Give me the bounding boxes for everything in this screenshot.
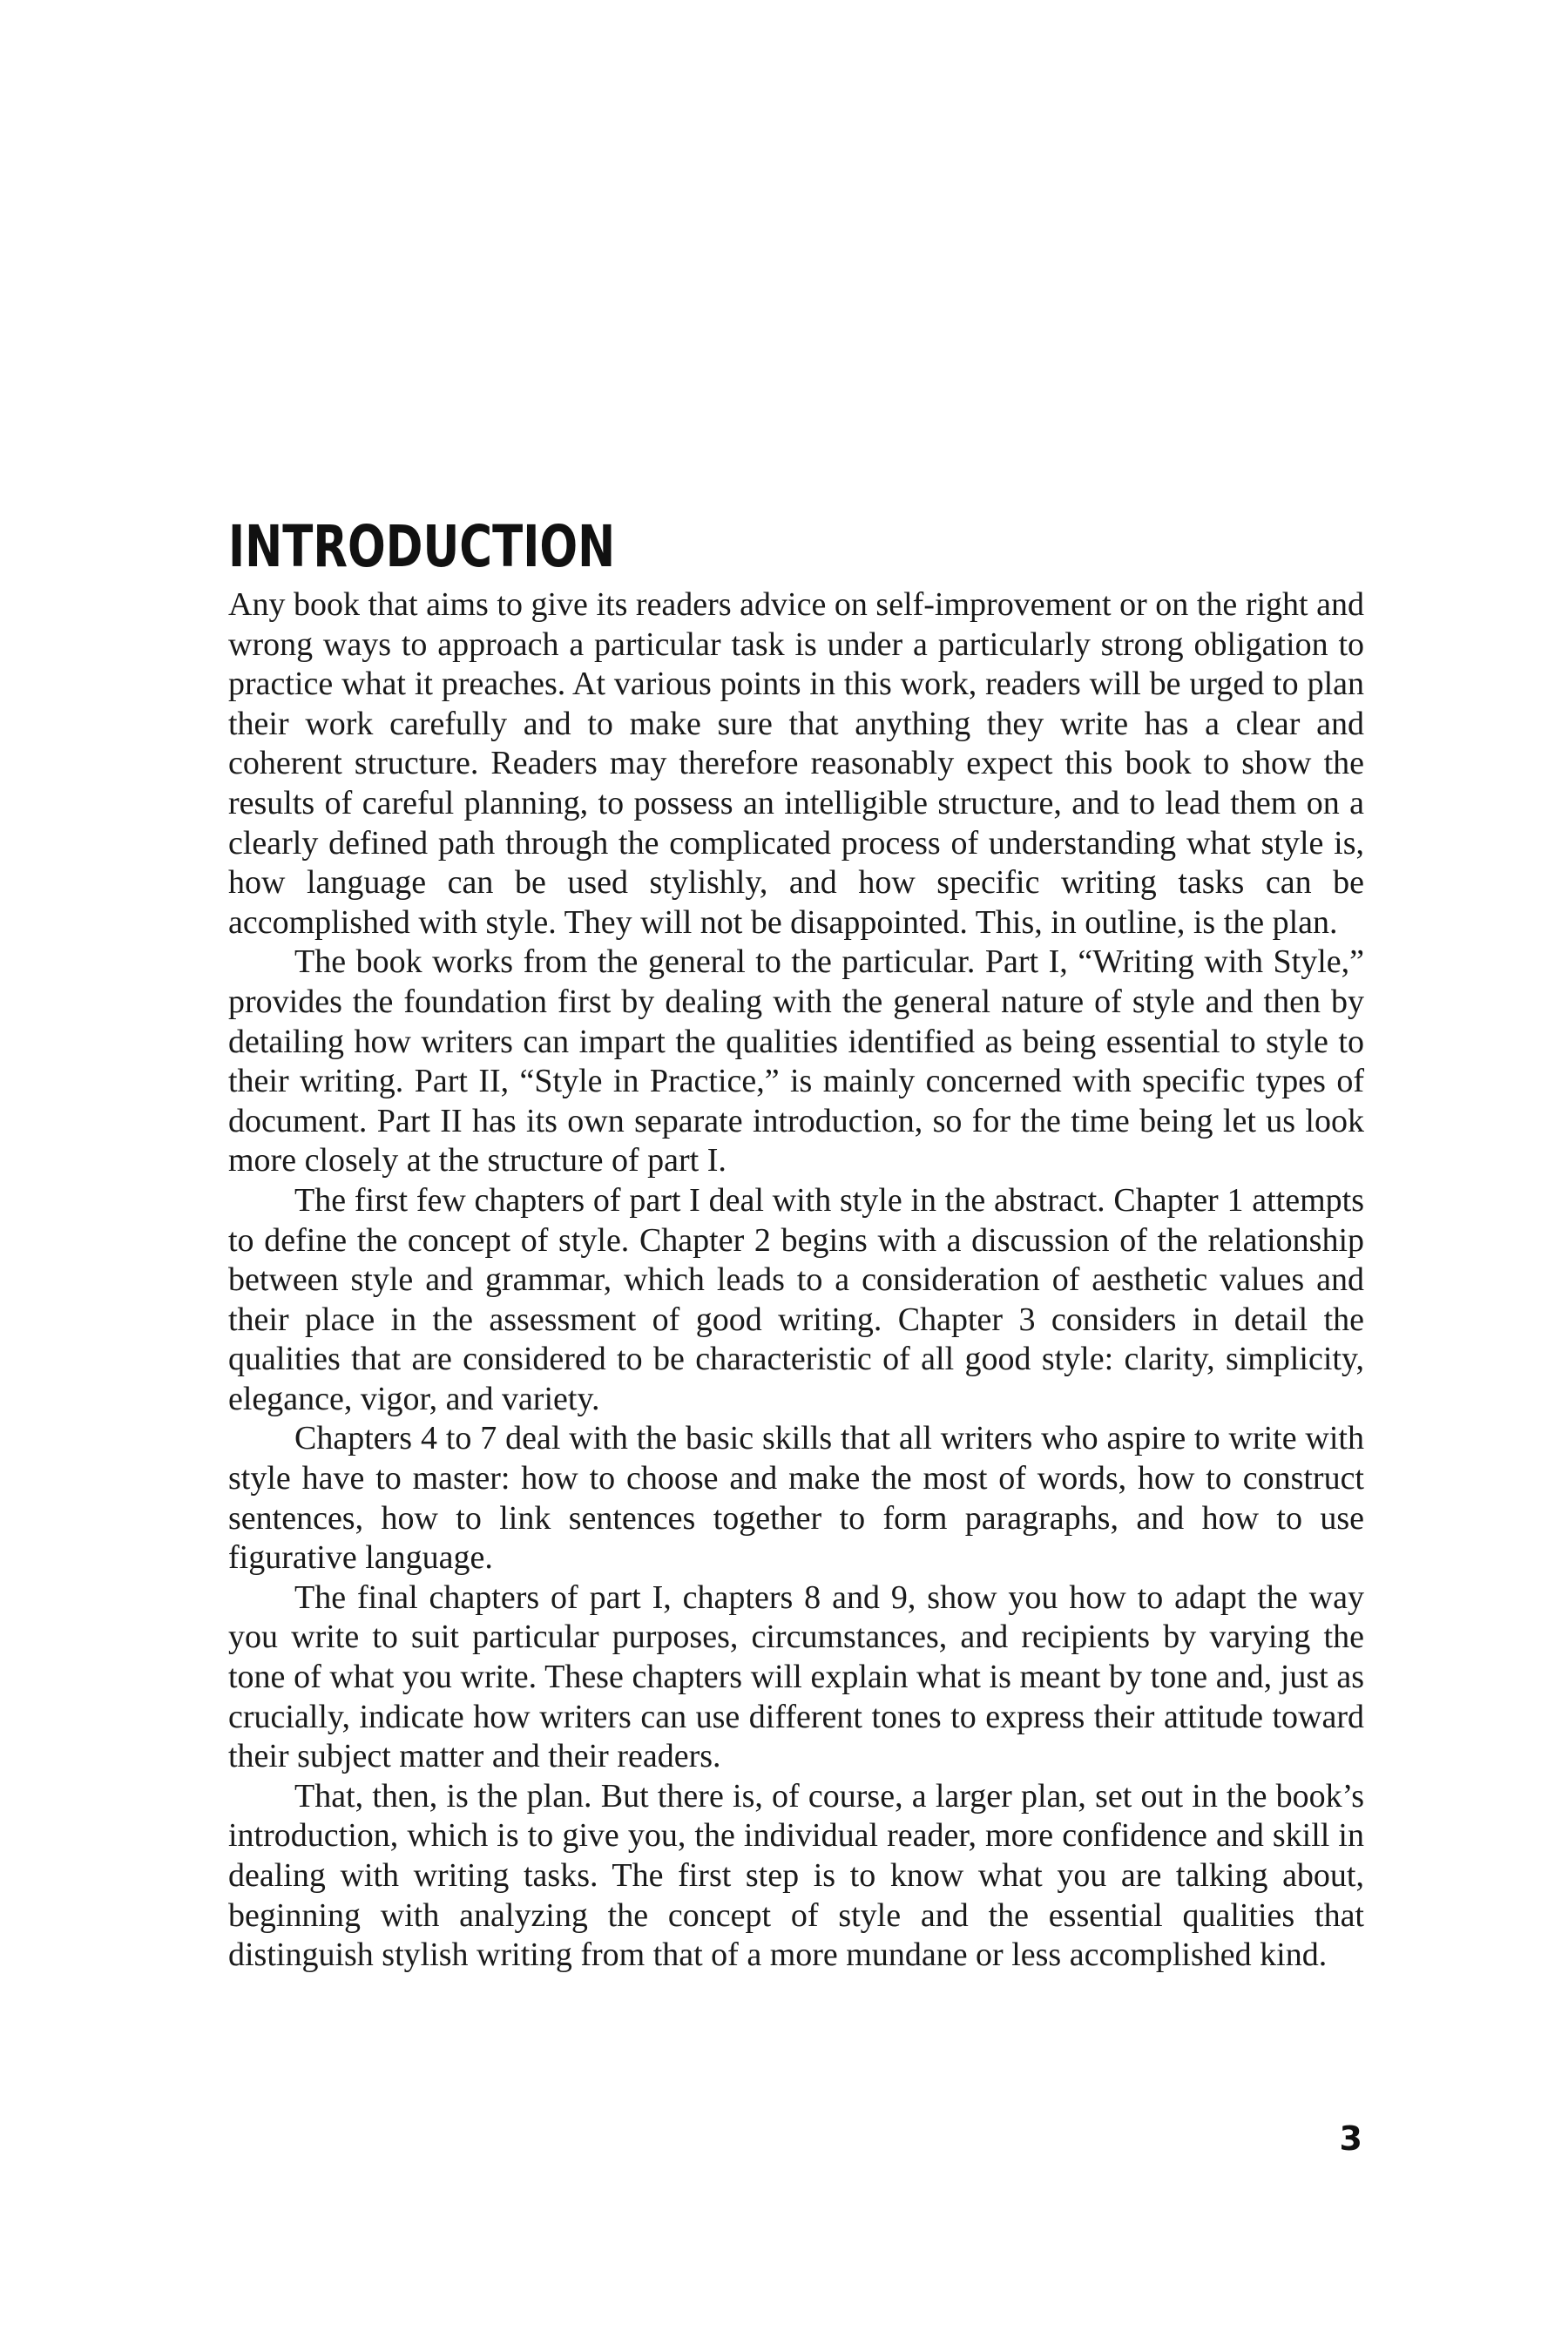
- paragraph: Chapters 4 to 7 deal with the basic skills that all writers who aspire to write with style have to master: how to choose and make the most of words, how to construct sentences, how to link sentences together to form paragraphs, and how to use figurative language.: [228, 1420, 1364, 1577]
- chapter-heading: INTRODUCTION: [228, 513, 616, 580]
- paragraph: The final chapters of part I, chapters 8 and 9, show you how to adapt the way you write to suit particular purposes, circumstances, and recipients by varying the tone of what you write. These chapters will explain what is meant by tone and, just as crucially, indicate how writers can use different tones to express their attitude toward their subject matter and their readers.: [228, 1578, 1364, 1775]
- paragraph: That, then, is the plan. But there is, of course, a larger plan, set out in the book’s introduction, which is to give you, the individual reader, more confidence and skill in dealing with writing tasks. The first step is to know what you are talking about, beginning with analyzing the concept of style and the essential qualities that distinguish stylish writing from that of a more mundane or less accomplished kind.: [228, 1777, 1364, 1974]
- page-number: 3: [1339, 2119, 1362, 2158]
- paragraph: The first few chapters of part I deal with style in the abstract. Chapter 1 attempts to define the concept of style. Chapter 2 begins with a discussion of the relationship between style and grammar, which leads to a consideration of aesthetic values and their place in the assessment of good writing. Chapter 3 considers in detail the qualities that are considered to be characteristic of all good style: clarity, simplicity, elegance, vigor, and variety.: [228, 1181, 1364, 1417]
- paragraph: Any book that aims to give its readers advice on self-improvement or on the right and wrong ways to approach a particular task is under a particularly strong obligation to practice what it preaches. At various points in this work, readers will be urged to plan their work carefully and to make sure that anything they write has a clear and coherent structure. Readers may therefore reasonably expect this book to show the results of careful planning, to possess an intelligible structure, and to lead them on a clearly defined path through the complicated process of understanding what style is, how language can be used stylishly, and how specific writing tasks can be accomplished with style. They will not be disappointed. This, in outline, is the plan.: [228, 586, 1364, 941]
- body-text: [228, 585, 1364, 1976]
- paragraph: The book works from the general to the particular. Part I, “Writing with Style,” provides the foundation first by dealing with the general nature of style and then by detailing how writers can impart the qualities identified as being essential to style to their writing. Part II, “Style in Practice,” is mainly concerned with specific types of document. Part II has its own separate introduction, so for the time being let us look more closely at the structure of part I.: [228, 943, 1364, 1179]
